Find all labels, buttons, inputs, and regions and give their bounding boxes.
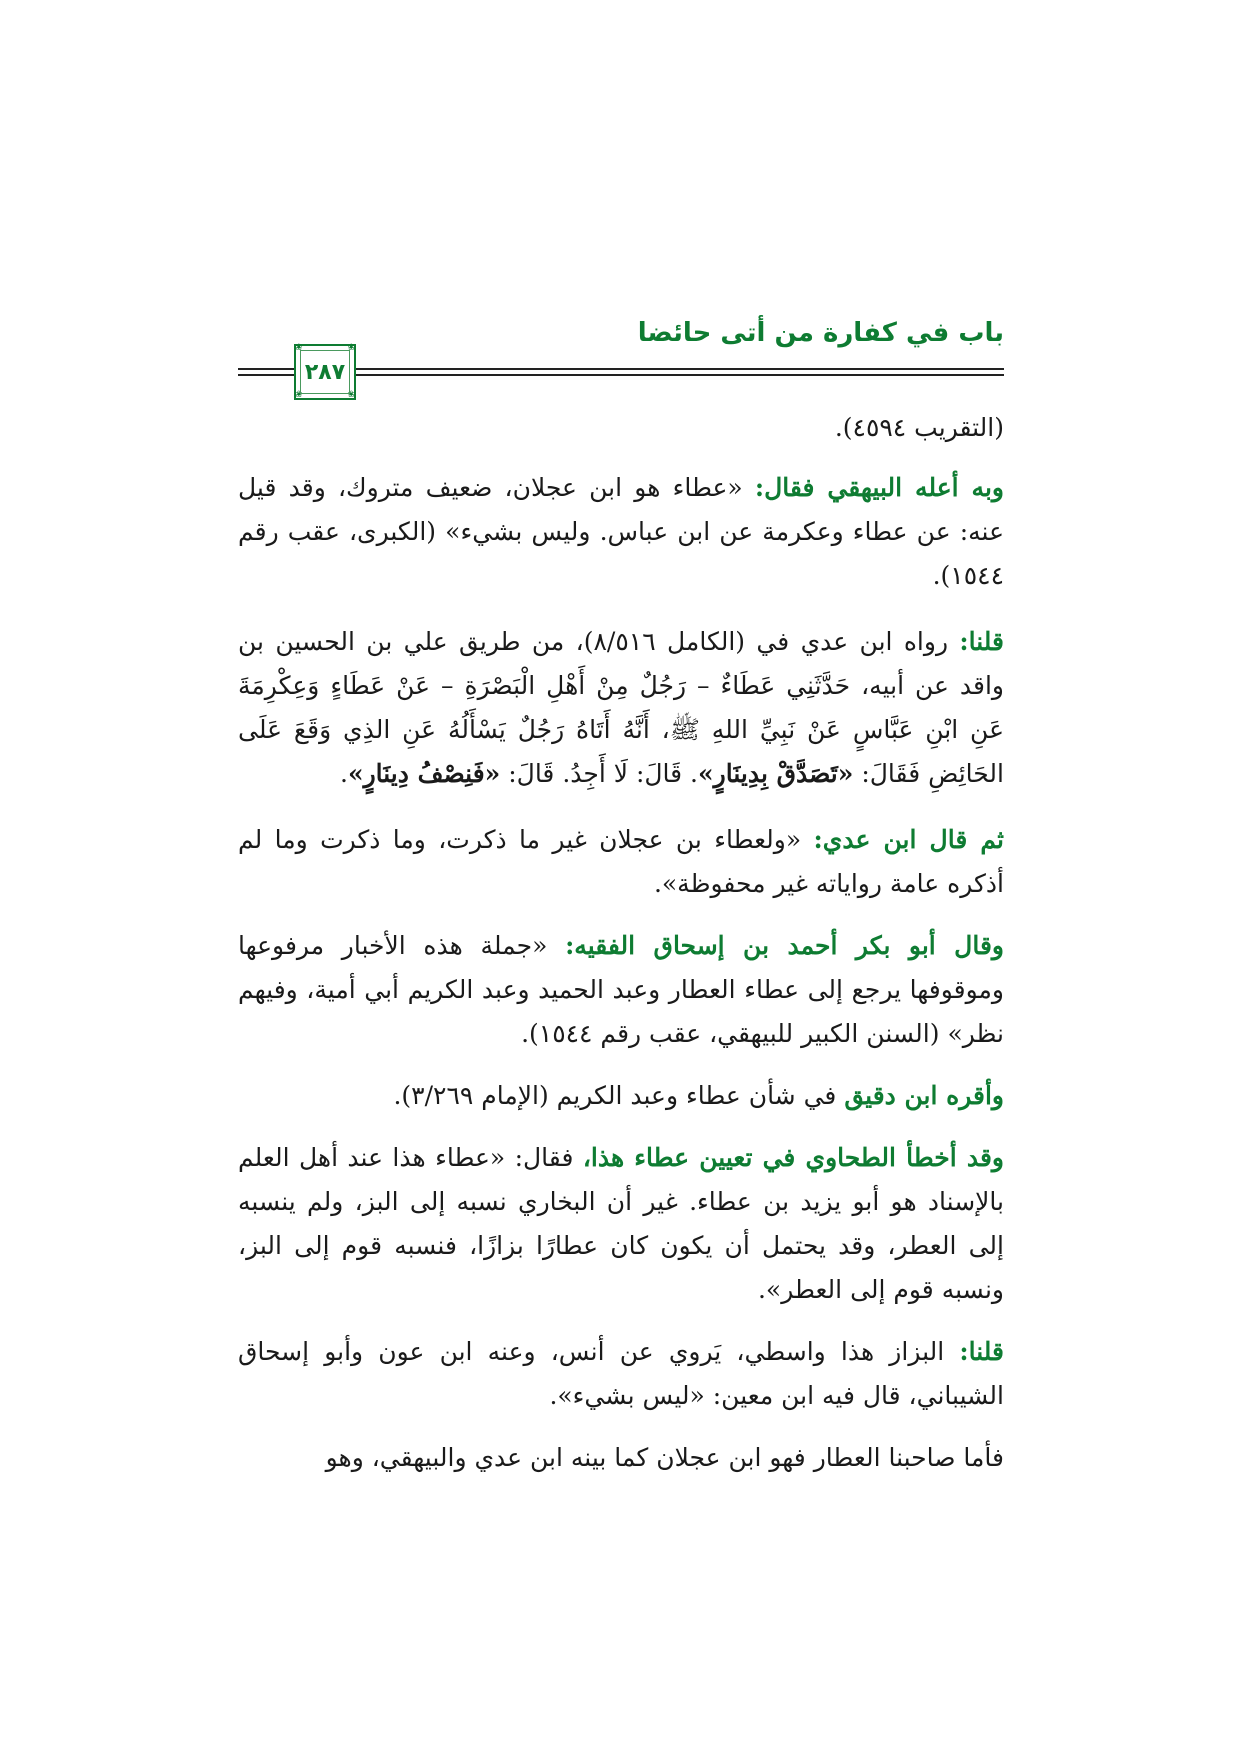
paragraph xyxy=(238,1330,1004,1418)
paragraph-text: في شأن عطاء وعبد الكريم (الإمام ٣/٢٦٩). xyxy=(393,1081,845,1110)
paragraph-lead: وقد أخطأ الطحاوي في تعيين عطاء هذا، xyxy=(582,1143,1005,1172)
page-header xyxy=(238,318,1004,400)
paragraph-reference: (التقريب ٤٥٩٤). xyxy=(834,413,1004,442)
paragraph-lead: وبه أعله البيهقي فقال: xyxy=(754,473,1004,502)
ornament-icon: ❀ xyxy=(347,390,355,400)
paragraph xyxy=(238,620,1004,796)
paragraph xyxy=(238,818,1004,906)
ornament-icon: ❀ xyxy=(347,343,355,353)
paragraph-lead: وقال أبو بكر أحمد بن إسحاق الفقيه: xyxy=(565,931,1004,960)
hadith-quote: «فَنِصْفُ دِينَارٍ» xyxy=(347,759,501,788)
paragraph xyxy=(238,1074,1004,1118)
hadith-quote: «تَصَدَّقْ بِدِينَارٍ» xyxy=(698,759,854,788)
page-number: ٢٨٧ xyxy=(300,350,350,394)
paragraph-text: . قَالَ: لَا أَجِدُ. قَالَ: xyxy=(500,759,698,788)
paragraph-text: البزاز هذا واسطي، يَروي عن أنس، وعنه ابن عون وأبو إسحاق الشيباني، قال فيه ابن معين: «ليس بشيء». xyxy=(238,1337,1004,1410)
chapter-title: باب في كفارة من أتى حائضا xyxy=(637,318,1004,348)
paragraph xyxy=(238,466,1004,598)
paragraph xyxy=(238,924,1004,1056)
ornament-icon: ❀ xyxy=(295,390,303,400)
page-number-badge xyxy=(294,344,356,400)
paragraph: فأما صاحبنا العطار فهو ابن عجلان كما بينه ابن عدي والبيهقي، وهو xyxy=(325,1443,1004,1472)
page-body xyxy=(238,406,1004,1498)
paragraph-lead: وأقره ابن دقيق xyxy=(844,1081,1004,1110)
paragraph-text: «جملة هذه الأخبار مرفوعها وموقوفها يرجع إلى عطاء العطار وعبد الحميد وعبد الكريم أبي أمية، وفيهم نظر» (السنن الكبير للبيهقي، عقب رقم ١٥٤٤). xyxy=(238,931,1004,1048)
paragraph-text: «عطاء هو ابن عجلان، ضعيف متروك، وقد قيل عنه: عن عطاء وعكرمة عن ابن عباس. وليس بشيء» (الكبرى، عقب رقم ١٥٤٤). xyxy=(238,473,1004,590)
paragraph-text: . xyxy=(339,759,348,788)
paragraph-text: «ولعطاء بن عجلان غير ما ذكرت، وما ذكرت وما لم أذكره عامة رواياته غير محفوظة». xyxy=(238,825,1004,898)
paragraph-text: فقال: «عطاء هذا عند أهل العلم بالإسناد هو أبو يزيد بن عطاء. غير أن البخاري نسبه إلى البز، ولم ينسبه إلى العطر، وقد يحتمل أن يكون كان عطارًا بزازًا، فنسبه قوم إلى البز، ونسبه قوم إلى العطر». xyxy=(238,1143,1004,1304)
paragraph-text: رواه ابن عدي في (الكامل ٨/٥١٦)، من طريق علي بن الحسين بن واقد عن أبيه، حَدَّثَنِي عَطَاءٌ – رَجُلٌ مِنْ أَهْلِ الْبَصْرَةِ – عَنْ عَطَاءٍ وَعِكْرِمَةَ عَنِ ابْنِ عَبَّاسٍ عَنْ نَبِيِّ اللهِ ﷺ، أَنَّهُ أَتَاهُ رَجُلٌ يَسْأَلُهُ عَنِ الذِي وَقَعَ عَلَى الحَائِضِ فَقَالَ: xyxy=(238,627,1004,788)
paragraph xyxy=(238,1136,1004,1312)
paragraph-lead: قلنا: xyxy=(959,1337,1004,1366)
paragraph-lead: ثم قال ابن عدي: xyxy=(813,825,1004,854)
ornament-icon: ❀ xyxy=(295,343,303,353)
paragraph-lead: قلنا: xyxy=(959,627,1005,656)
